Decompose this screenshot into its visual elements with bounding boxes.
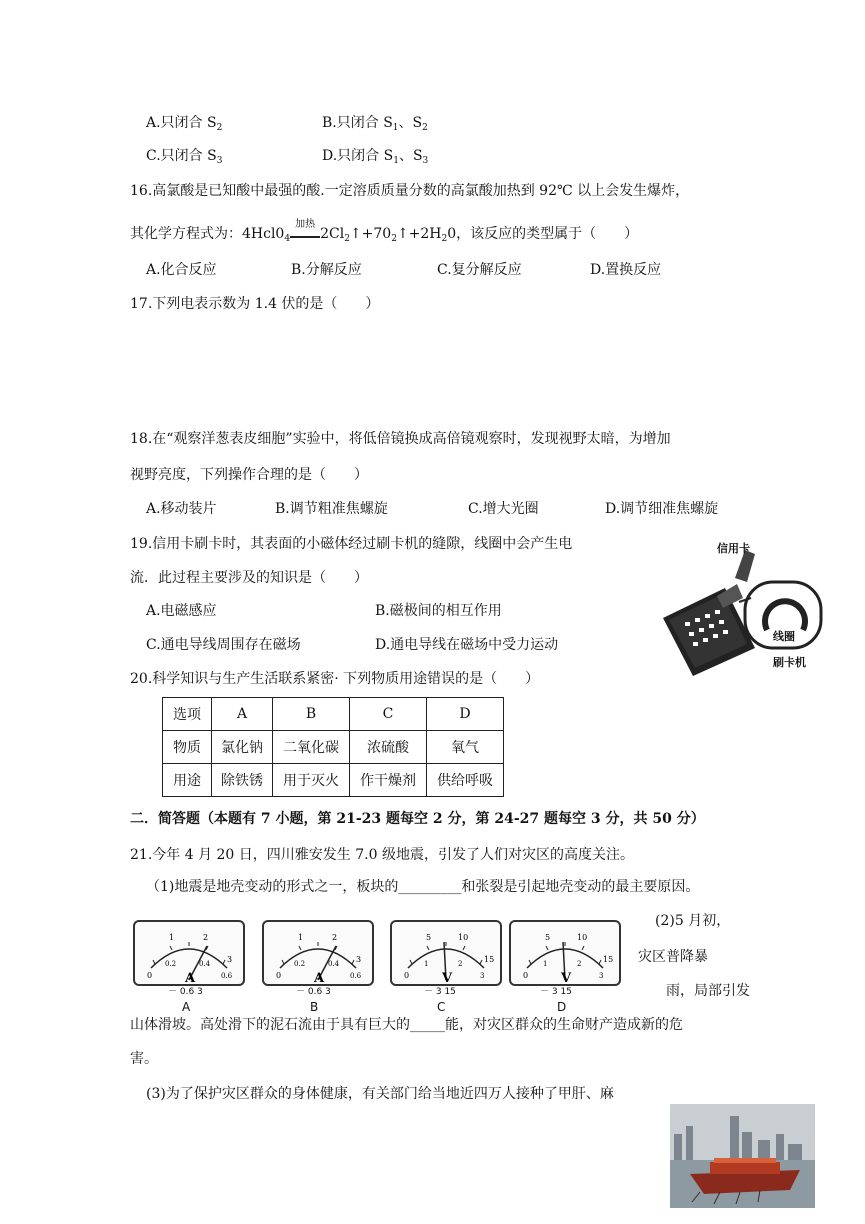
q19-stem-line1: 19.信用卡刷卡时，其表面的小磁体经过刷卡机的缝隙，线圈中会产生电 — [130, 536, 573, 552]
q18-option-c: C.增大光圈 — [468, 501, 539, 517]
meter-b-label: B — [310, 1000, 319, 1014]
q15-option-a: A.只闭合 $S_2$ — [146, 115, 223, 133]
table-cell: 二氧化碳 — [273, 731, 350, 764]
dragon-boat-photo-drawing — [670, 1104, 815, 1208]
q21-part2-a: (2)5 月初， — [655, 913, 731, 929]
q16-equation-line: 其化学方程式为：$4Hcl0_4$ 加热 $2Cl_2↑+70_2↑+2H_20$，该反应的类型属于（ ） — [130, 219, 639, 244]
tick-label: 0.4 — [328, 960, 340, 968]
q18-option-a: A.移动装片 — [146, 501, 217, 517]
q18-option-b: B.调节粗准焦螺旋 — [275, 501, 388, 517]
meter-c-terminals: － 3 15 — [424, 987, 456, 997]
q18-stem-line2: 视野亮度，下列操作合理的是（ ） — [130, 467, 368, 483]
q19-option-a: A.电磁感应 — [146, 603, 217, 619]
meter-symbol: V — [442, 971, 453, 984]
q16-option-d: D.置换反应 — [590, 262, 662, 278]
coil-label: 线圈 — [773, 630, 795, 643]
table-cell: 供给呼吸 — [427, 764, 504, 797]
tick-label: 3 — [599, 972, 604, 980]
tick-label: 3 — [480, 972, 485, 980]
tick-label: 1 — [298, 933, 304, 942]
tick-label: 15 — [484, 955, 495, 964]
q20-options-table — [162, 697, 504, 797]
tick-label: 3 — [227, 955, 233, 964]
table-cell: B — [273, 698, 350, 731]
tick-label: 5 — [426, 933, 432, 942]
meter-a-dial — [135, 922, 243, 984]
tick-label: 0 — [276, 971, 282, 980]
tick-label: 2 — [332, 933, 338, 942]
meter-symbol: A — [314, 971, 325, 984]
meter-c — [390, 920, 502, 986]
tick-label: 0 — [523, 971, 529, 980]
tick-label: 2 — [203, 933, 209, 942]
tick-label: 1 — [424, 960, 429, 968]
q18-option-d: D.调节细准焦螺旋 — [605, 501, 719, 517]
meter-a — [133, 920, 245, 986]
tick-label: 3 — [356, 955, 362, 964]
table-row — [163, 731, 504, 764]
meter-d-dial — [511, 922, 619, 984]
meter-c-dial — [392, 922, 500, 984]
q21-part2-e: 害。 — [130, 1051, 158, 1067]
q19-option-b: B.磁极间的相互作用 — [375, 603, 502, 619]
tick-label: 0.2 — [165, 960, 177, 968]
q21-part1: （1)地震是地壳变动的形式之一，板块的_________和张裂是引起地壳变动的最主要原因。 — [146, 879, 700, 895]
q21-part2-d: 山体滑坡。高处滑下的泥石流由于具有巨大的_____能，对灾区群众的生命财产造成新的危 — [130, 1017, 683, 1033]
dragon-boat-photo — [670, 1104, 815, 1208]
q16-option-a: A.化合反应 — [146, 262, 217, 278]
table-cell: 氯化钠 — [212, 731, 273, 764]
tick-label: 1 — [169, 933, 175, 942]
meter-b-terminals: － 0.6 3 — [296, 987, 331, 997]
meter-d — [509, 920, 621, 986]
table-cell: 选项 — [163, 698, 212, 731]
table-cell: 物质 — [163, 731, 212, 764]
tick-label: 10 — [577, 933, 588, 942]
tick-label: 0 — [404, 971, 410, 980]
tick-label: 10 — [458, 933, 469, 942]
q17-stem: 17.下列电表示数为 1.4 伏的是（ ） — [130, 296, 380, 312]
tick-label: 0.4 — [199, 960, 211, 968]
reader-label: 刷卡机 — [773, 656, 806, 669]
q19-option-c: C.通电导线周围存在磁场 — [146, 637, 301, 653]
table-cell: D — [427, 698, 504, 731]
table-cell: 作干燥剂 — [350, 764, 427, 797]
q19-option-d: D.通电导线在磁场中受力运动 — [375, 637, 559, 653]
meter-d-label: D — [557, 1000, 567, 1014]
tick-label: 0.6 — [221, 972, 233, 980]
table-cell: 氧气 — [427, 731, 504, 764]
q21-stem: 21.今年 4 月 20 日，四川雅安发生 7.0 级地震，引发了人们对灾区的高度关注。 — [130, 847, 634, 863]
tick-label: 0.6 — [350, 972, 362, 980]
meter-d-terminals: － 3 15 — [540, 987, 572, 997]
meter-symbol: A — [185, 971, 196, 984]
tick-label: 15 — [603, 955, 614, 964]
q15-option-c: C.只闭合 $S_3$ — [146, 148, 223, 166]
tick-label: 2 — [577, 960, 582, 968]
table-cell: A — [212, 698, 273, 731]
card-reader-figure — [655, 538, 825, 678]
meter-symbol: V — [561, 971, 572, 984]
meter-b-dial — [264, 922, 372, 984]
tick-label: 2 — [458, 960, 463, 968]
tick-label: 0 — [147, 971, 153, 980]
meter-b — [262, 920, 374, 986]
reaction-condition: 加热 — [290, 228, 320, 238]
table-cell: 浓硫酸 — [350, 731, 427, 764]
tick-label: 1 — [543, 960, 548, 968]
table-row — [163, 764, 504, 797]
meter-a-label: A — [182, 1000, 191, 1014]
q15-option-b: B.只闭合 $S_1$、$S_2$ — [322, 115, 428, 133]
card-label: 信用卡 — [717, 542, 750, 555]
section-heading: 二．简答题（本题有 7 小题，第 21-23 题每空 2 分，第 24-27 题每空 3 分，共 50 分） — [130, 811, 705, 827]
table-row — [163, 698, 504, 731]
q16-option-c: C.复分解反应 — [437, 262, 522, 278]
q21-part3: (3)为了保护灾区群众的身体健康，有关部门给当地近四万人接种了甲肝、麻 — [146, 1086, 614, 1102]
table-cell: 用途 — [163, 764, 212, 797]
q15-option-d: D.只闭合 $S_1$、$S_3$ — [322, 148, 429, 166]
q16-stem-line1: 16.高氯酸是已知酸中最强的酸.一定溶质质量分数的高氯酸加热到 92℃ 以上会发生爆炸， — [130, 183, 690, 199]
q20-stem: 20.科学知识与生产生活联系紧密· 下列物质用途错误的是（ ） — [130, 671, 540, 687]
q19-stem-line2: 流．此过程主要涉及的知识是（ ） — [130, 570, 368, 586]
q21-part2-b: 灾区普降暴 — [638, 949, 708, 965]
table-cell: 用于灭火 — [273, 764, 350, 797]
q16-option-b: B.分解反应 — [291, 262, 362, 278]
tick-label: 0.2 — [294, 960, 306, 968]
meter-a-terminals: － 0.6 3 — [168, 987, 203, 997]
meter-c-label: C — [437, 1000, 446, 1014]
q18-stem-line1: 18.在“观察洋葱表皮细胞”实验中，将低倍镜换成高倍镜观察时，发现视野太暗，为增加 — [130, 431, 671, 447]
tick-label: 5 — [545, 933, 551, 942]
table-cell: 除铁锈 — [212, 764, 273, 797]
table-cell: C — [350, 698, 427, 731]
q21-part2-c: 雨，局部引发 — [666, 983, 750, 999]
